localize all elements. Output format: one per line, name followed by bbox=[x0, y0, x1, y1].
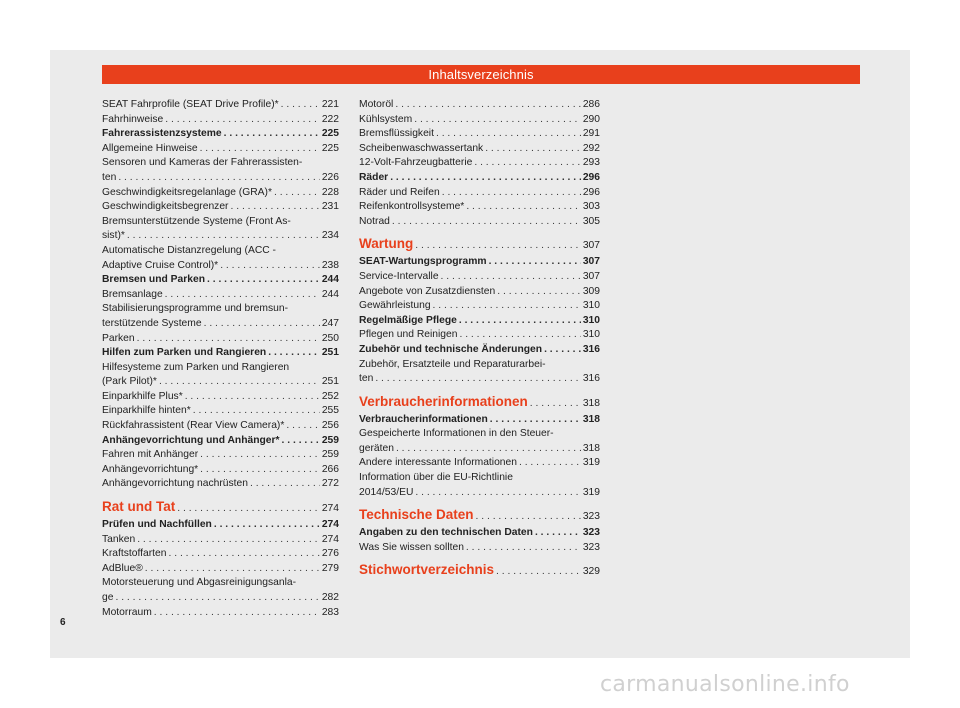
toc-entry-title: Räder bbox=[359, 171, 389, 183]
toc-left-column bbox=[102, 98, 339, 620]
toc-entry[interactable] bbox=[359, 142, 600, 157]
toc-page-number: 292 bbox=[582, 142, 600, 154]
toc-entry-line: Information über die EU-Richtlinie bbox=[359, 472, 513, 484]
toc-page-number: 303 bbox=[582, 201, 600, 213]
toc-entry[interactable] bbox=[359, 98, 600, 113]
toc-entry-title: Hilfen zum Parken und Rangieren bbox=[102, 347, 267, 359]
toc-chapter[interactable] bbox=[359, 561, 600, 580]
toc-entry[interactable] bbox=[359, 171, 600, 186]
toc-entry[interactable] bbox=[102, 127, 339, 142]
toc-right-column bbox=[359, 98, 600, 581]
toc-entry[interactable] bbox=[359, 541, 600, 556]
toc-entry-title: Gewährleistung bbox=[359, 300, 431, 312]
toc-page-number: 222 bbox=[321, 113, 339, 125]
toc-entry-title: SEAT-Wartungsprogramm bbox=[359, 256, 487, 268]
toc-entry-title: Tanken bbox=[102, 533, 136, 545]
dot-leader bbox=[474, 156, 580, 171]
toc-entry-line: Stabilisierungsprogramme und bremsun- bbox=[102, 303, 289, 315]
toc-chapter[interactable] bbox=[359, 235, 600, 254]
toc-entry[interactable] bbox=[102, 171, 339, 186]
toc-page-number: 256 bbox=[321, 420, 339, 432]
dot-leader bbox=[214, 518, 320, 533]
toc-page-number: 290 bbox=[582, 113, 600, 125]
toc-entry-title: Bremsanlage bbox=[102, 288, 163, 300]
toc-entry-title: Fahrerassistenzsysteme bbox=[102, 128, 222, 140]
toc-entry-title: 2014/53/EU bbox=[359, 486, 414, 498]
toc-entry-title: Allgemeine Hinweise bbox=[102, 142, 198, 154]
toc-entry-title: Fahrhinweise bbox=[102, 113, 164, 125]
toc-page-number: 272 bbox=[321, 478, 339, 490]
toc-page-number: 225 bbox=[321, 142, 339, 154]
dot-leader bbox=[490, 413, 581, 428]
toc-page-number: 279 bbox=[321, 562, 339, 574]
toc-entry[interactable] bbox=[102, 200, 339, 215]
toc-entry-title: Verbraucherinformationen bbox=[359, 413, 488, 425]
toc-page-number: 323 bbox=[582, 541, 600, 553]
dot-leader bbox=[159, 375, 320, 390]
dot-leader bbox=[268, 346, 320, 361]
toc-page-number: 274 bbox=[321, 503, 339, 515]
toc-page-number: 252 bbox=[321, 390, 339, 402]
dot-leader bbox=[137, 332, 320, 347]
toc-page-number: 276 bbox=[321, 548, 339, 560]
toc-page-number: 255 bbox=[321, 405, 339, 417]
toc-page-number: 319 bbox=[582, 486, 600, 498]
dot-leader bbox=[282, 434, 320, 449]
dot-leader bbox=[433, 299, 581, 314]
toc-entry-title: Bremsen und Parken bbox=[102, 274, 206, 286]
dot-leader bbox=[115, 591, 319, 606]
toc-page-number: 274 bbox=[321, 533, 339, 545]
dot-leader bbox=[200, 142, 320, 157]
dot-leader bbox=[459, 328, 580, 343]
toc-entry[interactable] bbox=[102, 259, 339, 274]
toc-entry-title: Anhängevorrichtung nachrüsten bbox=[102, 478, 248, 490]
toc-entry-title: Geschwindigkeitsbegrenzer bbox=[102, 201, 229, 213]
toc-page-number: 318 bbox=[582, 413, 600, 425]
dot-leader bbox=[535, 526, 581, 541]
toc-entry-title: Andere interessante Informationen bbox=[359, 457, 517, 469]
toc-entry[interactable] bbox=[359, 285, 600, 300]
toc-entry-title: Zubehör und technische Änderungen bbox=[359, 343, 543, 355]
dot-leader bbox=[415, 486, 580, 501]
toc-page-number: 234 bbox=[321, 230, 339, 242]
toc-entry-title: Kühlsystem bbox=[359, 113, 413, 125]
toc-entry-title: terstützende Systeme bbox=[102, 317, 202, 329]
dot-leader bbox=[165, 288, 320, 303]
toc-entry[interactable] bbox=[359, 255, 600, 270]
page-header-title: Inhaltsverzeichnis bbox=[102, 65, 860, 84]
toc-entry-title: Service-Intervalle bbox=[359, 270, 439, 282]
toc-entry[interactable] bbox=[102, 518, 339, 533]
toc-entry-title: geräten bbox=[359, 442, 394, 454]
dot-leader bbox=[220, 259, 320, 274]
dot-leader bbox=[200, 448, 320, 463]
toc-entry-line: Hilfesysteme zum Parken und Rangieren bbox=[102, 361, 290, 373]
toc-entry[interactable] bbox=[102, 477, 339, 492]
toc-entry[interactable] bbox=[102, 98, 339, 113]
toc-chapter[interactable] bbox=[102, 498, 339, 517]
toc-entry[interactable] bbox=[102, 547, 339, 562]
dot-leader bbox=[145, 562, 320, 577]
toc-page-number: 307 bbox=[582, 240, 600, 252]
toc-chapter[interactable] bbox=[359, 393, 600, 412]
toc-entry-title: ten bbox=[102, 171, 117, 183]
toc-page-number: 247 bbox=[321, 317, 339, 329]
toc-page-number: 316 bbox=[582, 343, 600, 355]
dot-leader bbox=[485, 142, 581, 157]
dot-leader bbox=[165, 113, 320, 128]
toc-entry-line: Zubehör, Ersatzteile und Reparaturarbei- bbox=[359, 358, 546, 370]
toc-entry[interactable] bbox=[359, 299, 600, 314]
toc-entry-title: Notrad bbox=[359, 215, 390, 227]
toc-entry-title: SEAT Fahrprofile (SEAT Drive Profile)* bbox=[102, 99, 279, 110]
dot-leader bbox=[274, 186, 320, 201]
toc-page-number: 310 bbox=[582, 300, 600, 312]
toc-entry[interactable] bbox=[102, 404, 339, 419]
toc-page-number: 283 bbox=[321, 606, 339, 618]
toc-entry-title: Angebote von Zusatzdiensten bbox=[359, 285, 496, 297]
toc-entry-title: Regelmäßige Pflege bbox=[359, 314, 457, 326]
dot-leader bbox=[200, 463, 320, 478]
toc-page-number: 250 bbox=[321, 332, 339, 344]
toc-entry[interactable] bbox=[102, 390, 339, 405]
dot-leader bbox=[497, 285, 581, 300]
dot-leader bbox=[436, 127, 581, 142]
toc-entry-title: Rat und Tat bbox=[102, 499, 176, 515]
dot-leader bbox=[476, 508, 581, 525]
dot-leader bbox=[459, 314, 581, 329]
toc-entry-title: Wartung bbox=[359, 236, 414, 252]
dot-leader bbox=[519, 456, 581, 471]
toc-entry[interactable] bbox=[359, 413, 600, 428]
dot-leader bbox=[441, 270, 581, 285]
toc-entry[interactable] bbox=[359, 200, 600, 215]
toc-entry[interactable] bbox=[102, 533, 339, 548]
toc-entry-title: Pflegen und Reinigen bbox=[359, 329, 458, 341]
toc-page-number: 329 bbox=[582, 566, 600, 578]
page-number: 6 bbox=[60, 617, 66, 628]
dot-leader bbox=[207, 273, 320, 288]
dot-leader bbox=[169, 547, 320, 562]
watermark: carmanualsonline.info bbox=[600, 672, 850, 697]
toc-page-number: 226 bbox=[321, 171, 339, 183]
toc-entry[interactable] bbox=[359, 343, 600, 358]
toc-page-number: 259 bbox=[321, 434, 339, 446]
toc-page-number: 309 bbox=[582, 285, 600, 297]
toc-page-number: 318 bbox=[582, 397, 600, 409]
toc-entry[interactable] bbox=[102, 288, 339, 303]
toc-entry[interactable] bbox=[102, 273, 339, 288]
toc-page-number: 310 bbox=[582, 329, 600, 341]
dot-leader bbox=[392, 215, 581, 230]
toc-entry[interactable] bbox=[359, 328, 600, 343]
toc-entry-title: Geschwindigkeitsregelanlage (GRA)* bbox=[102, 186, 272, 198]
dot-leader bbox=[375, 372, 580, 387]
toc-entry-title: Prüfen und Nachfüllen bbox=[102, 519, 212, 531]
toc-entry-title: sist)* bbox=[102, 230, 125, 242]
toc-entry-line: Gespeicherte Informationen in den Steuer- bbox=[359, 428, 554, 440]
toc-entry-title: Stichwortverzeichnis bbox=[359, 562, 495, 578]
dot-leader bbox=[118, 171, 319, 186]
toc-page-number: 316 bbox=[582, 373, 600, 385]
dot-leader bbox=[224, 127, 320, 142]
dot-leader bbox=[466, 541, 581, 556]
toc-page-number: 323 bbox=[582, 527, 600, 539]
dot-leader bbox=[281, 98, 320, 113]
toc-entry[interactable] bbox=[359, 456, 600, 471]
toc-entry[interactable] bbox=[359, 113, 600, 128]
toc-entry-title: ge bbox=[102, 592, 114, 603]
toc-entry-title: Einparkhilfe hinten* bbox=[102, 405, 191, 417]
toc-entry[interactable] bbox=[102, 346, 339, 361]
toc-chapter[interactable] bbox=[359, 506, 600, 525]
toc-entry-title: Angaben zu den technischen Daten bbox=[359, 527, 533, 539]
toc-page-number: 305 bbox=[582, 215, 600, 227]
toc-entry[interactable] bbox=[102, 229, 339, 244]
toc-entry-title: Räder und Reifen bbox=[359, 186, 440, 198]
toc-entry[interactable] bbox=[359, 442, 600, 457]
dot-leader bbox=[414, 113, 581, 128]
toc-entry-title: Was Sie wissen sollten bbox=[359, 541, 464, 553]
toc-page-number: 251 bbox=[321, 376, 339, 388]
toc-entry-title: Verbraucherinformationen bbox=[359, 393, 528, 409]
toc-page-number: 293 bbox=[582, 157, 600, 169]
toc-page-number: 319 bbox=[582, 457, 600, 469]
toc-entry[interactable] bbox=[359, 314, 600, 329]
toc-entry-title: 12-Volt-Fahrzeugbatterie bbox=[359, 157, 473, 169]
dot-leader bbox=[204, 317, 320, 332]
dot-leader bbox=[154, 606, 320, 621]
dot-leader bbox=[185, 390, 320, 405]
toc-entry-title: Anhängevorrichtung und Anhänger* bbox=[102, 434, 280, 446]
toc-entry-title: Kraftstoffarten bbox=[102, 548, 167, 560]
toc-entry-title: Parken bbox=[102, 332, 135, 344]
toc-entry[interactable] bbox=[359, 526, 600, 541]
toc-entry-title: Fahren mit Anhänger bbox=[102, 449, 199, 461]
toc-page-number: 282 bbox=[321, 592, 339, 603]
toc-entry-title: Reifenkontrollsysteme* bbox=[359, 201, 465, 213]
toc-entry-title: Rückfahrassistent (Rear View Camera)* bbox=[102, 420, 285, 432]
toc-page-number: 225 bbox=[321, 128, 339, 140]
dot-leader bbox=[395, 98, 580, 113]
toc-page-number: 221 bbox=[321, 99, 339, 110]
toc-entry-title: Motorraum bbox=[102, 606, 152, 618]
toc-entry-title: Bremsflüssigkeit bbox=[359, 128, 434, 140]
dot-leader bbox=[396, 442, 581, 457]
toc-entry-line: Bremsunterstützende Systeme (Front As- bbox=[102, 215, 291, 227]
toc-page-number: 259 bbox=[321, 449, 339, 461]
dot-leader bbox=[489, 255, 581, 270]
toc-entry[interactable] bbox=[102, 419, 339, 434]
toc-page-number: 251 bbox=[321, 347, 339, 359]
toc-page-number: 238 bbox=[321, 259, 339, 271]
dot-leader bbox=[193, 404, 320, 419]
toc-entry[interactable] bbox=[359, 215, 600, 230]
toc-entry[interactable] bbox=[359, 372, 600, 387]
dot-leader bbox=[442, 186, 581, 201]
dot-leader bbox=[250, 477, 320, 492]
dot-leader bbox=[544, 343, 581, 358]
toc-entry-title: Motoröl bbox=[359, 99, 394, 110]
toc-entry-title: AdBlue® bbox=[102, 562, 143, 574]
toc-page-number: 228 bbox=[321, 186, 339, 198]
toc-entry[interactable] bbox=[102, 375, 339, 390]
dot-leader bbox=[415, 237, 581, 254]
toc-entry[interactable] bbox=[102, 186, 339, 201]
dot-leader bbox=[177, 500, 320, 517]
toc-entry[interactable] bbox=[102, 317, 339, 332]
toc-entry[interactable] bbox=[359, 156, 600, 171]
toc-entry[interactable] bbox=[102, 434, 339, 449]
dot-leader bbox=[390, 171, 581, 186]
toc-page-number: 296 bbox=[582, 186, 600, 198]
toc-entry[interactable] bbox=[359, 270, 600, 285]
toc-page-number: 296 bbox=[582, 171, 600, 183]
toc-entry[interactable] bbox=[102, 591, 339, 606]
toc-entry-line: Motorsteuerung und Abgasreinigungsanla- bbox=[102, 577, 297, 589]
toc-entry-title: Scheibenwaschwassertank bbox=[359, 142, 484, 154]
toc-page-number: 310 bbox=[582, 314, 600, 326]
toc-entry[interactable] bbox=[359, 127, 600, 142]
toc-page-number: 318 bbox=[582, 442, 600, 454]
toc-entry[interactable] bbox=[102, 332, 339, 347]
toc-page-number: 291 bbox=[582, 128, 600, 140]
toc-entry-title: ten bbox=[359, 373, 374, 385]
toc-entry[interactable] bbox=[359, 186, 600, 201]
toc-entry[interactable] bbox=[102, 113, 339, 128]
toc-entry[interactable] bbox=[102, 463, 339, 478]
toc-page-number: 274 bbox=[321, 519, 339, 531]
toc-entry[interactable] bbox=[359, 486, 600, 501]
toc-page-number: 231 bbox=[321, 201, 339, 213]
dot-leader bbox=[231, 200, 320, 215]
toc-page-number: 307 bbox=[582, 270, 600, 282]
dot-leader bbox=[137, 533, 320, 548]
toc-entry[interactable] bbox=[102, 448, 339, 463]
toc-entry[interactable] bbox=[102, 142, 339, 157]
dot-leader bbox=[496, 563, 581, 580]
toc-page-number: 244 bbox=[321, 288, 339, 300]
toc-entry-title: Einparkhilfe Plus* bbox=[102, 390, 183, 402]
toc-entry-title: Technische Daten bbox=[359, 507, 474, 523]
toc-page-number: 323 bbox=[582, 511, 600, 523]
toc-page-number: 286 bbox=[582, 99, 600, 110]
toc-entry-title: Anhängevorrichtung* bbox=[102, 463, 199, 475]
toc-page-number: 266 bbox=[321, 463, 339, 475]
toc-page-number: 307 bbox=[582, 256, 600, 268]
toc-entry[interactable] bbox=[102, 562, 339, 577]
toc-entry-title: (Park Pilot)* bbox=[102, 376, 157, 388]
toc-entry-title: Adaptive Cruise Control)* bbox=[102, 259, 219, 271]
toc-entry-line: Sensoren und Kameras der Fahrerassisten- bbox=[102, 157, 303, 169]
dot-leader bbox=[466, 200, 581, 215]
dot-leader bbox=[286, 419, 319, 434]
toc-entry[interactable] bbox=[102, 606, 339, 621]
dot-leader bbox=[530, 395, 581, 412]
toc-entry-line: Automatische Distanzregelung (ACC - bbox=[102, 244, 276, 256]
toc-page-number: 244 bbox=[321, 274, 339, 286]
dot-leader bbox=[127, 229, 320, 244]
